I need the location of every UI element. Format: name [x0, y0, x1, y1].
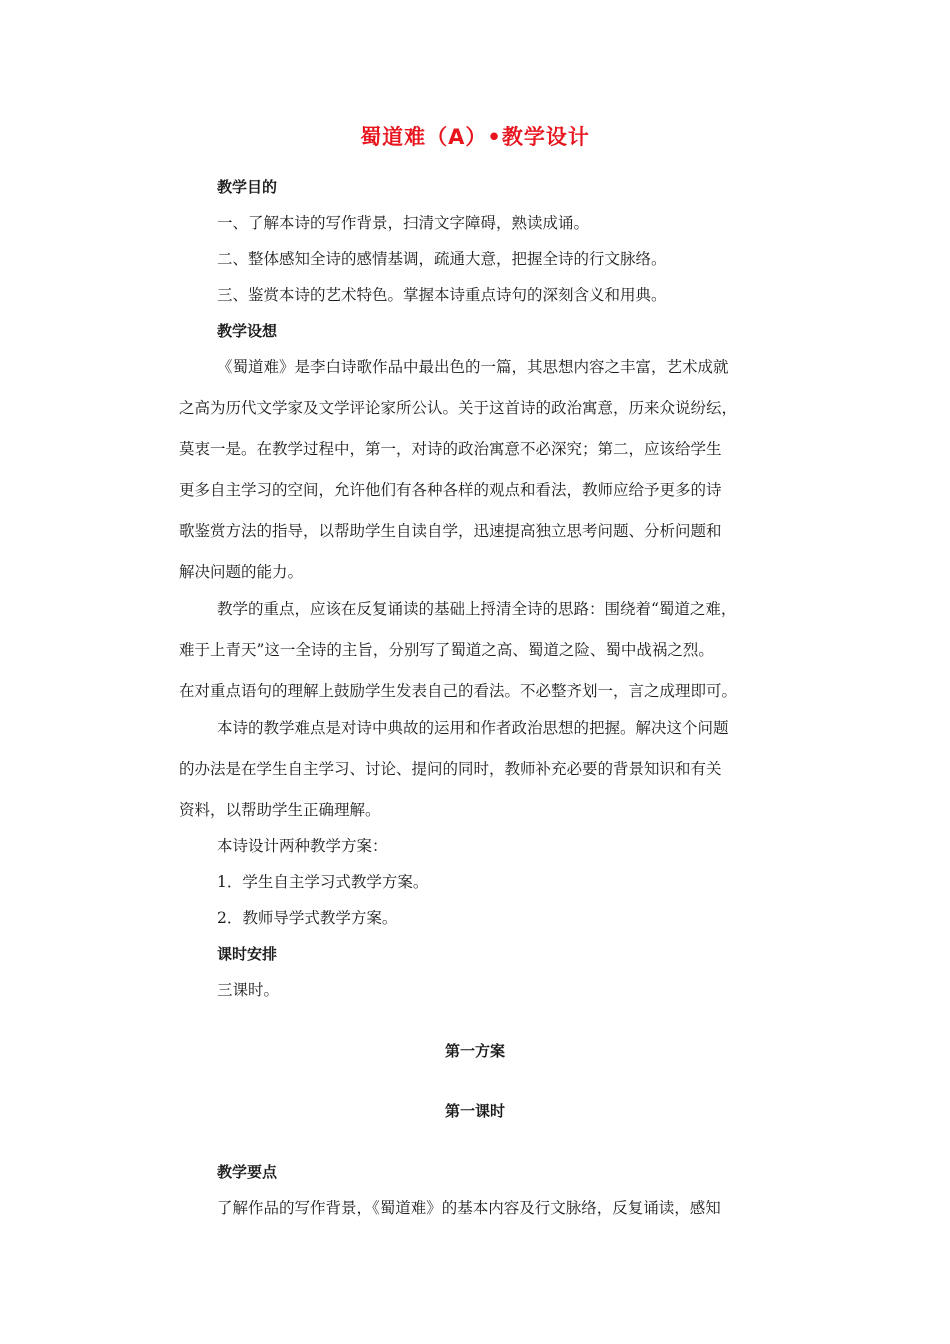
schedule-text: 三课时。	[217, 981, 280, 999]
key-points-text: 了解作品的写作背景，《蜀道难》的基本内容及行文脉络，反复诵读，感知	[217, 1199, 721, 1217]
paragraph-line: 更多自主学习的空间，允许他们有各种各样的观点和看法，教师应给予更多的诗	[179, 481, 722, 499]
objective-item: 二、整体感知全诗的感情基调，疏通大意，把握全诗的行文脉络。	[217, 250, 667, 268]
paragraph-line: 难于上青天”这一全诗的主旨，分别写了蜀道之高、蜀道之险、蜀中战祸之烈。	[179, 641, 714, 659]
concept-heading: 教学设想	[217, 322, 278, 340]
objective-item: 三、鉴赏本诗的艺术特色。掌握本诗重点诗句的深刻含义和用典。	[217, 286, 667, 304]
lesson-one-heading: 第一课时	[444, 1102, 505, 1120]
paragraph-line: 歌鉴赏方法的指导，以帮助学生自读自学，迅速提高独立思考问题、分析问题和	[179, 522, 722, 540]
plans-intro: 本诗设计两种教学方案：	[217, 837, 388, 855]
paragraph-line: 教学的重点，应该在反复诵读的基础上捋清全诗的思路：围绕着“蜀道之难，	[217, 600, 737, 618]
objective-item: 一、了解本诗的写作背景，扫清文字障碍，熟读成诵。	[217, 214, 590, 232]
paragraph-line: 《蜀道难》是李白诗歌作品中最出色的一篇，其思想内容之丰富，艺术成就	[217, 358, 729, 376]
paragraph-line: 之高为历代文学家及文学评论家所公认。关于这首诗的政治寓意，历来众说纷纭，	[179, 399, 738, 417]
plan-item: 1．学生自主学习式教学方案。	[217, 873, 429, 891]
document-title: 蜀道难（A）•教学设计	[360, 125, 590, 149]
paragraph-line: 解决问题的能力。	[179, 563, 304, 581]
paragraph-line: 资料，以帮助学生正确理解。	[179, 801, 381, 819]
schedule-heading: 课时安排	[217, 945, 278, 963]
paragraph-line: 莫衷一是。在教学过程中，第一，对诗的政治寓意不必深究；第二，应该给学生	[179, 440, 722, 458]
plan-item: 2．教师导学式教学方案。	[217, 909, 398, 927]
key-points-heading: 教学要点	[217, 1163, 278, 1181]
objectives-heading: 教学目的	[217, 178, 278, 196]
paragraph-line: 本诗的教学难点是对诗中典故的运用和作者政治思想的把握。解决这个问题	[217, 719, 729, 737]
paragraph-line: 在对重点语句的理解上鼓励学生发表自己的看法。不必整齐划一，言之成理即可。	[179, 682, 738, 700]
paragraph-line: 的办法是在学生自主学习、讨论、提问的同时，教师补充必要的背景知识和有关	[179, 760, 722, 778]
plan-one-heading: 第一方案	[444, 1042, 505, 1060]
